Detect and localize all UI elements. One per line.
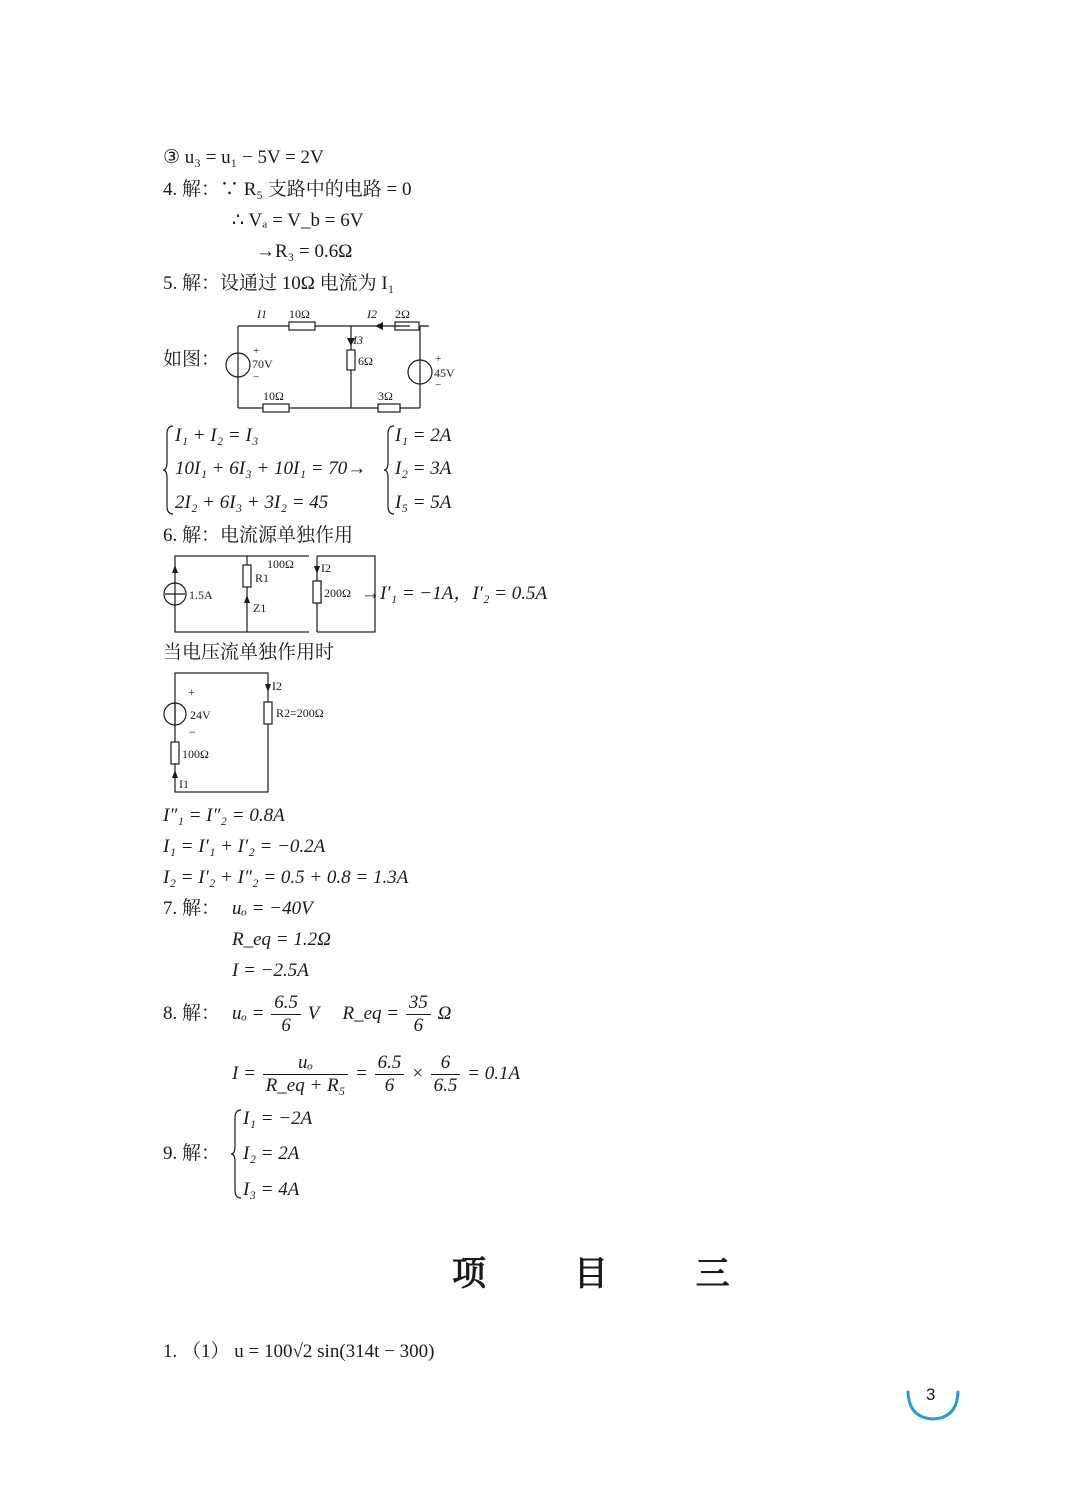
- label-24v-plus: +: [188, 685, 195, 699]
- fraction-1-numerator: uₒ: [263, 1052, 349, 1075]
- label-100: 100Ω: [267, 557, 294, 571]
- arrow-z1: [244, 595, 250, 603]
- eq5-left-2: 10I₁ + 6I₃ + 10I₁ = 70→: [175, 458, 367, 479]
- problem-7-i: I = −2.5A: [232, 960, 309, 981]
- problem-9-i2: I₂ = 2A: [243, 1143, 300, 1164]
- problem-4-line-3: →R₃ = 0.6Ω: [256, 241, 353, 262]
- result-6-line-2: I₁ = I′₁ + I′₂ = −0.2A: [163, 836, 326, 857]
- problem-8-label: 8. 解：: [163, 1003, 221, 1024]
- arrow-i2-6b: [265, 684, 271, 692]
- uo-denominator: 6: [281, 1015, 291, 1037]
- label-top-left-res: 10Ω: [289, 307, 310, 321]
- result-6-line-3: I₂ = I′₂ + I″₂ = 0.5 + 0.8 = 1.3A: [163, 867, 409, 888]
- req-fraction: [406, 992, 431, 1037]
- resistor-middle: [347, 350, 355, 370]
- problem-8-line-1: [232, 990, 451, 1038]
- label-i1: I1: [257, 307, 267, 321]
- brace-9: [230, 1108, 242, 1200]
- circuit-diagram-6a: [160, 552, 380, 636]
- problem-6-line-2: 当电压流单独作用时: [163, 642, 335, 663]
- right-brace-eq5: [383, 424, 395, 516]
- problem-9-i1: I₁ = −2A: [243, 1108, 313, 1129]
- label-r2-6b: R2=200Ω: [276, 706, 324, 720]
- problem-7-req: R_eq = 1.2Ω: [232, 929, 331, 950]
- eq5-right-3: I₅ = 5A: [395, 492, 452, 513]
- label-70v: 70V: [252, 357, 273, 371]
- label-200: 200Ω: [324, 586, 351, 600]
- label-i2-6b: I2: [272, 679, 282, 693]
- times-sign: ×: [411, 1063, 424, 1084]
- label-bottom-left-res: 10Ω: [263, 389, 284, 403]
- label-45v: 45V: [434, 366, 455, 380]
- problem-4-line-1: 4. 解：∵ R₅ 支路中的电路 = 0: [163, 179, 412, 200]
- eq5-right-2: I₂ = 3A: [395, 458, 452, 479]
- arrow-i2: [375, 322, 383, 330]
- project-3-question-1: 1. （1） u = 100√2 sin(314t − 300): [163, 1341, 435, 1362]
- problem-7-label: 7. 解：: [163, 898, 221, 919]
- uo-fraction: [271, 992, 301, 1037]
- label-i2: I2: [367, 307, 377, 321]
- label-45v-plus: +: [435, 353, 442, 365]
- i-result: = 0.1A: [467, 1063, 521, 1084]
- uo-numerator: 6.5: [271, 992, 301, 1015]
- resistor-r2-6b: [264, 702, 272, 724]
- circuit-diagram-5: [215, 300, 475, 418]
- arrow-i1-6b: [172, 770, 178, 778]
- resistor-r2: [313, 581, 321, 603]
- resistor-bottom-right: [378, 404, 400, 412]
- label-45v-minus: −: [435, 379, 442, 391]
- req-numerator: 35: [406, 992, 431, 1015]
- fraction-2-denominator: 6: [384, 1075, 395, 1097]
- problem-9-i3: I₃ = 4A: [243, 1179, 300, 1200]
- arrow-source: [172, 565, 178, 573]
- problem-6-result-a: →I′₁ = −1A，I′₂ = 0.5A: [361, 583, 548, 604]
- page-number: 3: [926, 1385, 936, 1404]
- label-r1: R1: [255, 571, 270, 585]
- label-1-5a: 1.5A: [189, 588, 213, 602]
- fraction-1: [263, 1052, 349, 1097]
- req-denominator: 6: [413, 1015, 424, 1037]
- resistor-100-6b: [171, 742, 179, 764]
- equals-sign: =: [354, 1063, 368, 1084]
- result-6-line-1: I″₁ = I″₂ = 0.8A: [163, 805, 285, 826]
- label-24v-minus: −: [189, 725, 196, 739]
- problem-8-line-2: [232, 1050, 520, 1098]
- label-middle-res: 6Ω: [358, 354, 373, 368]
- uo-lhs: uₒ =: [232, 1003, 265, 1024]
- eq5-left-1: I₁ + I₂ = I₃: [175, 425, 259, 446]
- label-i3: I3: [353, 333, 363, 347]
- fraction-1-denominator: R_eq + R₅: [265, 1075, 346, 1097]
- label-24v: 24V: [190, 708, 211, 722]
- label-70v-minus: −: [253, 371, 260, 383]
- eq5-left-3: 2I₂ + 6I₃ + 3I₂ = 45: [175, 492, 329, 513]
- problem-5-line-1: 5. 解：设通过 10Ω 电流为 I₁: [163, 273, 395, 294]
- label-i2-6a: I2: [321, 561, 331, 575]
- label-bottom-right-res: 3Ω: [378, 389, 393, 403]
- circuit-diagram-6b: [160, 668, 360, 796]
- problem-5-figure-label: 如图：: [163, 349, 221, 370]
- left-brace-eq5: [162, 424, 174, 516]
- fraction-2: [375, 1052, 405, 1097]
- line-u3: ③ u₃ = u₁ − 5V = 2V: [163, 147, 324, 168]
- resistor-r1: [243, 565, 251, 587]
- problem-4-line-2: ∴ Vₐ = V_b = 6V: [232, 210, 364, 231]
- problem-9-label: 9. 解：: [163, 1143, 221, 1164]
- resistor-top-left: [289, 322, 315, 330]
- fraction-3-denominator: 6.5: [433, 1075, 458, 1097]
- uo-unit: V: [307, 1003, 320, 1024]
- label-100-6b: 100Ω: [182, 747, 209, 761]
- fraction-3: [431, 1052, 461, 1097]
- fraction-2-numerator: 6.5: [375, 1052, 405, 1075]
- i-lhs: I =: [232, 1063, 256, 1084]
- label-top-right-res: 2Ω: [395, 307, 410, 321]
- problem-6-line-1: 6. 解：电流源单独作用: [163, 525, 354, 546]
- problem-7-uo: uₒ = −40V: [232, 898, 313, 919]
- req-unit: Ω: [437, 1003, 452, 1024]
- resistor-bottom-left: [263, 404, 289, 412]
- eq5-right-1: I₁ = 2A: [395, 425, 452, 446]
- label-i1-6b: I1: [179, 777, 189, 791]
- label-70v-plus: +: [253, 345, 260, 357]
- fraction-3-numerator: 6: [431, 1052, 461, 1075]
- req-lhs: R_eq =: [342, 1003, 400, 1024]
- label-z1: Z1: [253, 601, 267, 615]
- section-heading: 项 目 三: [452, 1254, 768, 1294]
